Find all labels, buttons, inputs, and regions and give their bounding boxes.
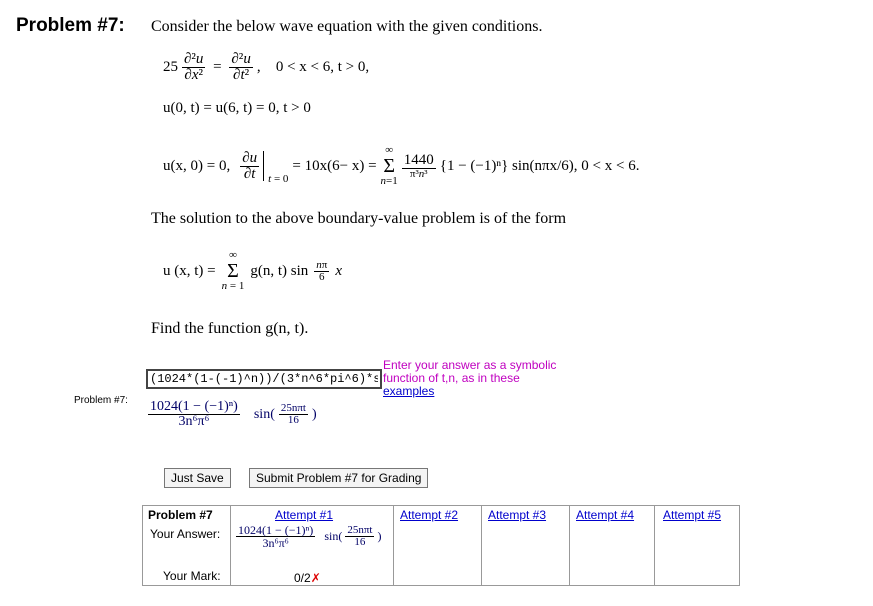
examples-link[interactable]: examples: [383, 384, 435, 398]
solution-term: g(n, t) sin: [250, 262, 309, 279]
initial-velocity: = 10x(6− x) =: [292, 157, 377, 174]
attempt-1-mark: 0/2✗: [294, 571, 321, 585]
wrong-icon: ✗: [310, 571, 321, 585]
answer-hint: Enter your answer as a symbolic function of t,n, as in these examples: [383, 358, 557, 398]
row-label-answer: Your Answer:: [150, 527, 221, 541]
answer-input[interactable]: [146, 369, 382, 389]
solution-left: u (x, t) =: [163, 262, 216, 279]
wave-coefficient: 25: [163, 59, 178, 75]
attempts-header-problem: Problem #7: [148, 508, 213, 522]
attempt-2-link[interactable]: Attempt #2: [400, 508, 459, 522]
initial-displacement: u(x, 0) = 0,: [163, 157, 231, 174]
attempt-5-link[interactable]: Attempt #5: [663, 508, 722, 522]
series-coefficient: 1440: [403, 151, 434, 168]
answer-preview: $\frac{\text{1024(1 − (−1)ⁿ)}}{\text{3n⁶π⁶}}$ sin( $\frac{\text{25nπt}}{16}$ ): [150, 399, 317, 429]
attempt-1-link[interactable]: Attempt #1: [275, 508, 334, 522]
problem-title: Problem #7:: [16, 15, 125, 36]
row-label-mark: Your Mark:: [163, 569, 221, 583]
boundary-conditions: u(0, t) = u(6, t) = 0, t > 0: [163, 100, 311, 116]
answer-side-label: Problem #7:: [74, 395, 128, 406]
solution-form: u (x, t) = ∞ Σ n = 1 g(n, t) sin $\frac{n\pi}{6}$ x: [163, 249, 342, 292]
solution-text: The solution to the above boundary-value problem is of the form: [151, 210, 567, 227]
submit-button[interactable]: Submit Problem #7 for Grading: [249, 468, 428, 488]
find-text: Find the function g(n, t).: [151, 320, 309, 337]
attempt-1-answer: $\frac{\text{1024(1 − (−1)ⁿ)}}{\text{3n⁶π⁶}}$ sin( $\frac{\text{25nπt}}{16}$ ): [238, 523, 382, 550]
wave-domain: 0 < x < 6, t > 0,: [275, 59, 370, 75]
series-tail: {1 − (−1)ⁿ} sin(nπx/6), 0 < x < 6.: [439, 157, 640, 174]
attempt-4-link[interactable]: Attempt #4: [576, 508, 635, 522]
initial-conditions: u(x, 0) = 0, $\frac{\partial u}{\partial t}$ t = 0 = 10x(6− x) = ∞ Σ n=1 $\frac{1440}{\text{π³n³}}$ {1 − (−1)ⁿ} sin(nπx/6), 0 < x < 6.: [163, 144, 640, 187]
attempt-3-link[interactable]: Attempt #3: [488, 508, 547, 522]
wave-equation: 25 $\frac{\text{∂²u}}{\text{∂x²}}$ = $\frac{\text{∂²u}}{\text{∂t²}}$ , 0 < x < 6, t > 0,: [163, 51, 370, 83]
just-save-button[interactable]: Just Save: [164, 468, 231, 488]
problem-intro: Consider the below wave equation with the given conditions.: [151, 18, 543, 35]
